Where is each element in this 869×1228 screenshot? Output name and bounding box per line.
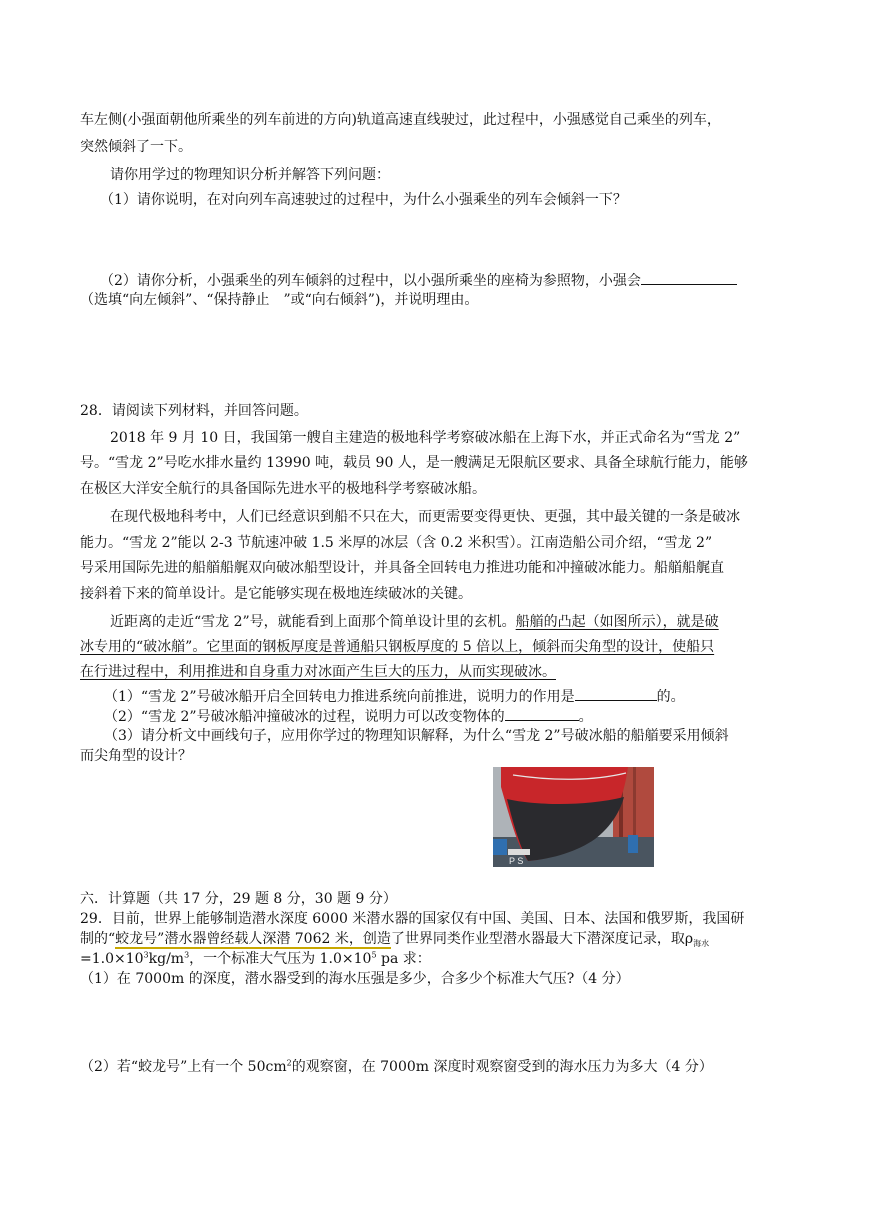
q28-p2-line-1: 在现代极地科考中，人们已经意识到船不只在大，而更需要变得更快、更强，其中最关键的一条是破冰 xyxy=(110,509,740,525)
q29-sub2-b: 的观察窗，在 7000m 深度时观察窗受到的海水压力为多大（4 分） xyxy=(291,1059,713,1075)
q28-subquestion-2 xyxy=(104,706,593,727)
q28-p1-line-3: 在极区大洋安全航行的具备国际先进水平的极地科学考察破冰船。 xyxy=(80,481,486,497)
q29-sub1-b: 多少个标准大气压?（4 分） xyxy=(454,971,630,987)
q29-l3-c: ，一个标准大气压为 1.0×10 xyxy=(189,951,372,967)
q28-subquestion-3-cont: 而尖角型的设计？ xyxy=(80,748,192,764)
q28-heading: 28．请阅读下列材料，并回答问题。 xyxy=(80,403,308,419)
q27-subquestion-2 xyxy=(100,270,737,291)
q29-sub1-a: （1）在 7000m 的深度，潜水器受到的海水压强是多少，合 xyxy=(80,971,455,987)
q28-p2-line-2: 能力。“雪龙 2”能以 2-3 节航速冲破 1.5 米厚的冰层（含 0.2 米积雪）。江南造船公司介绍，“雪龙 2” xyxy=(80,535,713,551)
q29-l3-b: kg/m xyxy=(148,951,185,967)
answer-blank[interactable] xyxy=(575,686,657,701)
q29-l2-marked: 蛟龙号”潜水器曾经载人深潜 7062 米，创造 xyxy=(115,931,391,947)
q28-p2-line-3: 号采用国际先进的船艏船艉双向破冰船型设计，并具备全回转电力推进功能和冲撞破冰能力。船艏船艉直 xyxy=(80,560,724,576)
q29-l3-a: =1.0×10 xyxy=(80,951,144,967)
section-6-heading: 六．计算题（共 17 分，29 题 8 分，30 题 9 分） xyxy=(80,891,397,907)
q27-sub2-text: （2）请你分析，小强乘坐的列车倾斜的过程中，以小强所乘坐的座椅为参照物，小强会 xyxy=(100,273,641,289)
q29-sub2-sup: 2 xyxy=(286,1058,292,1068)
q28-p3-underlined-start: 船艏的凸起（如图所示），就是破 xyxy=(515,614,719,630)
q27-subquestion-2-cont: （选填“向左倾斜”、“保持静止 ”或“向右倾斜”)，并说明理由。 xyxy=(80,292,479,308)
q29-subquestion-2 xyxy=(80,1057,713,1077)
q28-p1-line-2: 号。“雪龙 2”号吃水排水量约 13990 吨，载员 90 人，是一艘满足无限航区要求、具备全球航行能力，能够 xyxy=(80,455,748,471)
icebreaker-bow-photo xyxy=(493,767,654,867)
q29-l3-d: pa 求： xyxy=(376,951,431,967)
q29-l3-sup2: 3 xyxy=(184,950,190,960)
q27-intro: 请你用学过的物理知识分析并解答下列问题： xyxy=(110,167,390,183)
q29-l2-start: 制的“ xyxy=(80,931,116,947)
q28-subquestion-3: （3）请分析文中画线句子，应用你学过的物理知识解释，为什么“雪龙 2”号破冰船的船艏要采用倾斜 xyxy=(104,728,729,744)
q28-sub2-end: 。 xyxy=(578,709,593,725)
q28-sub1-text: （1）“雪龙 2”号破冰船开启全回转电力推进系统向前推进，说明力的作用是 xyxy=(104,689,575,705)
q28-p1-line-1: 2018 年 9 月 10 日，我国第一艘自主建造的极地科学考察破冰船在上海下水，并正式命名为“雪龙 2” xyxy=(110,430,741,446)
q28-sub2-text: （2）“雪龙 2”号破冰船冲撞破冰的过程，说明力可以改变物体的 xyxy=(104,709,505,725)
q29-l2-end: 了世界同类作业型潜水器最大下潜深度记录，取ρ xyxy=(390,931,694,947)
q29-subquestion-1 xyxy=(80,969,630,989)
q29-line-3 xyxy=(80,949,431,969)
q28-subquestion-1 xyxy=(104,686,685,707)
q29-l3-sup3: 5 xyxy=(371,950,377,960)
q28-p3-plain: 近距离的走近“雪龙 2”号，就能看到上面那个简单设计里的玄机。 xyxy=(110,614,516,630)
q29-sub2-a: （2）若“蛟龙号”上有一个 50cm xyxy=(80,1059,287,1075)
answer-blank[interactable] xyxy=(641,270,737,285)
q27-line-1: 车左侧(小强面朝他所乘坐的列车前进的方向)轨道高速直线驶过，此过程中，小强感觉自己乘坐的列车， xyxy=(80,112,721,128)
q27-subquestion-1: （1）请你说明，在对向列车高速驶过的过程中，为什么小强乘坐的列车会倾斜一下？ xyxy=(100,192,627,208)
answer-blank[interactable] xyxy=(505,706,579,721)
q28-p3-line-2: 冰专用的“破冰艏”。它里面的钢板厚度是普通船只钢板厚度的 5 倍以上，倾斜而尖角型的设计，使船只 xyxy=(80,639,715,655)
svg-text:P S: P S xyxy=(509,856,524,866)
q28-sub1-end: 的。 xyxy=(656,689,685,705)
q28-p3-line-3: 在行进过程中，利用推进和自身重力对冰面产生巨大的压力，从而实现破冰。 xyxy=(80,664,556,680)
q29-rho-subscript: 海水 xyxy=(693,939,710,948)
q29-l3-sup1: 3 xyxy=(143,950,149,960)
q29-line-1: 29．目前，世界上能够制造潜水深度 6000 米潜水器的国家仅有中国、美国、日本、法国和俄罗斯，我国研 xyxy=(80,911,745,927)
q28-p3-line-1 xyxy=(110,612,719,632)
q27-line-2: 突然倾斜了一下。 xyxy=(80,139,192,155)
q28-p2-line-4: 接斜着下来的简单设计。是它能够实现在极地连续破冰的关键。 xyxy=(80,586,472,602)
